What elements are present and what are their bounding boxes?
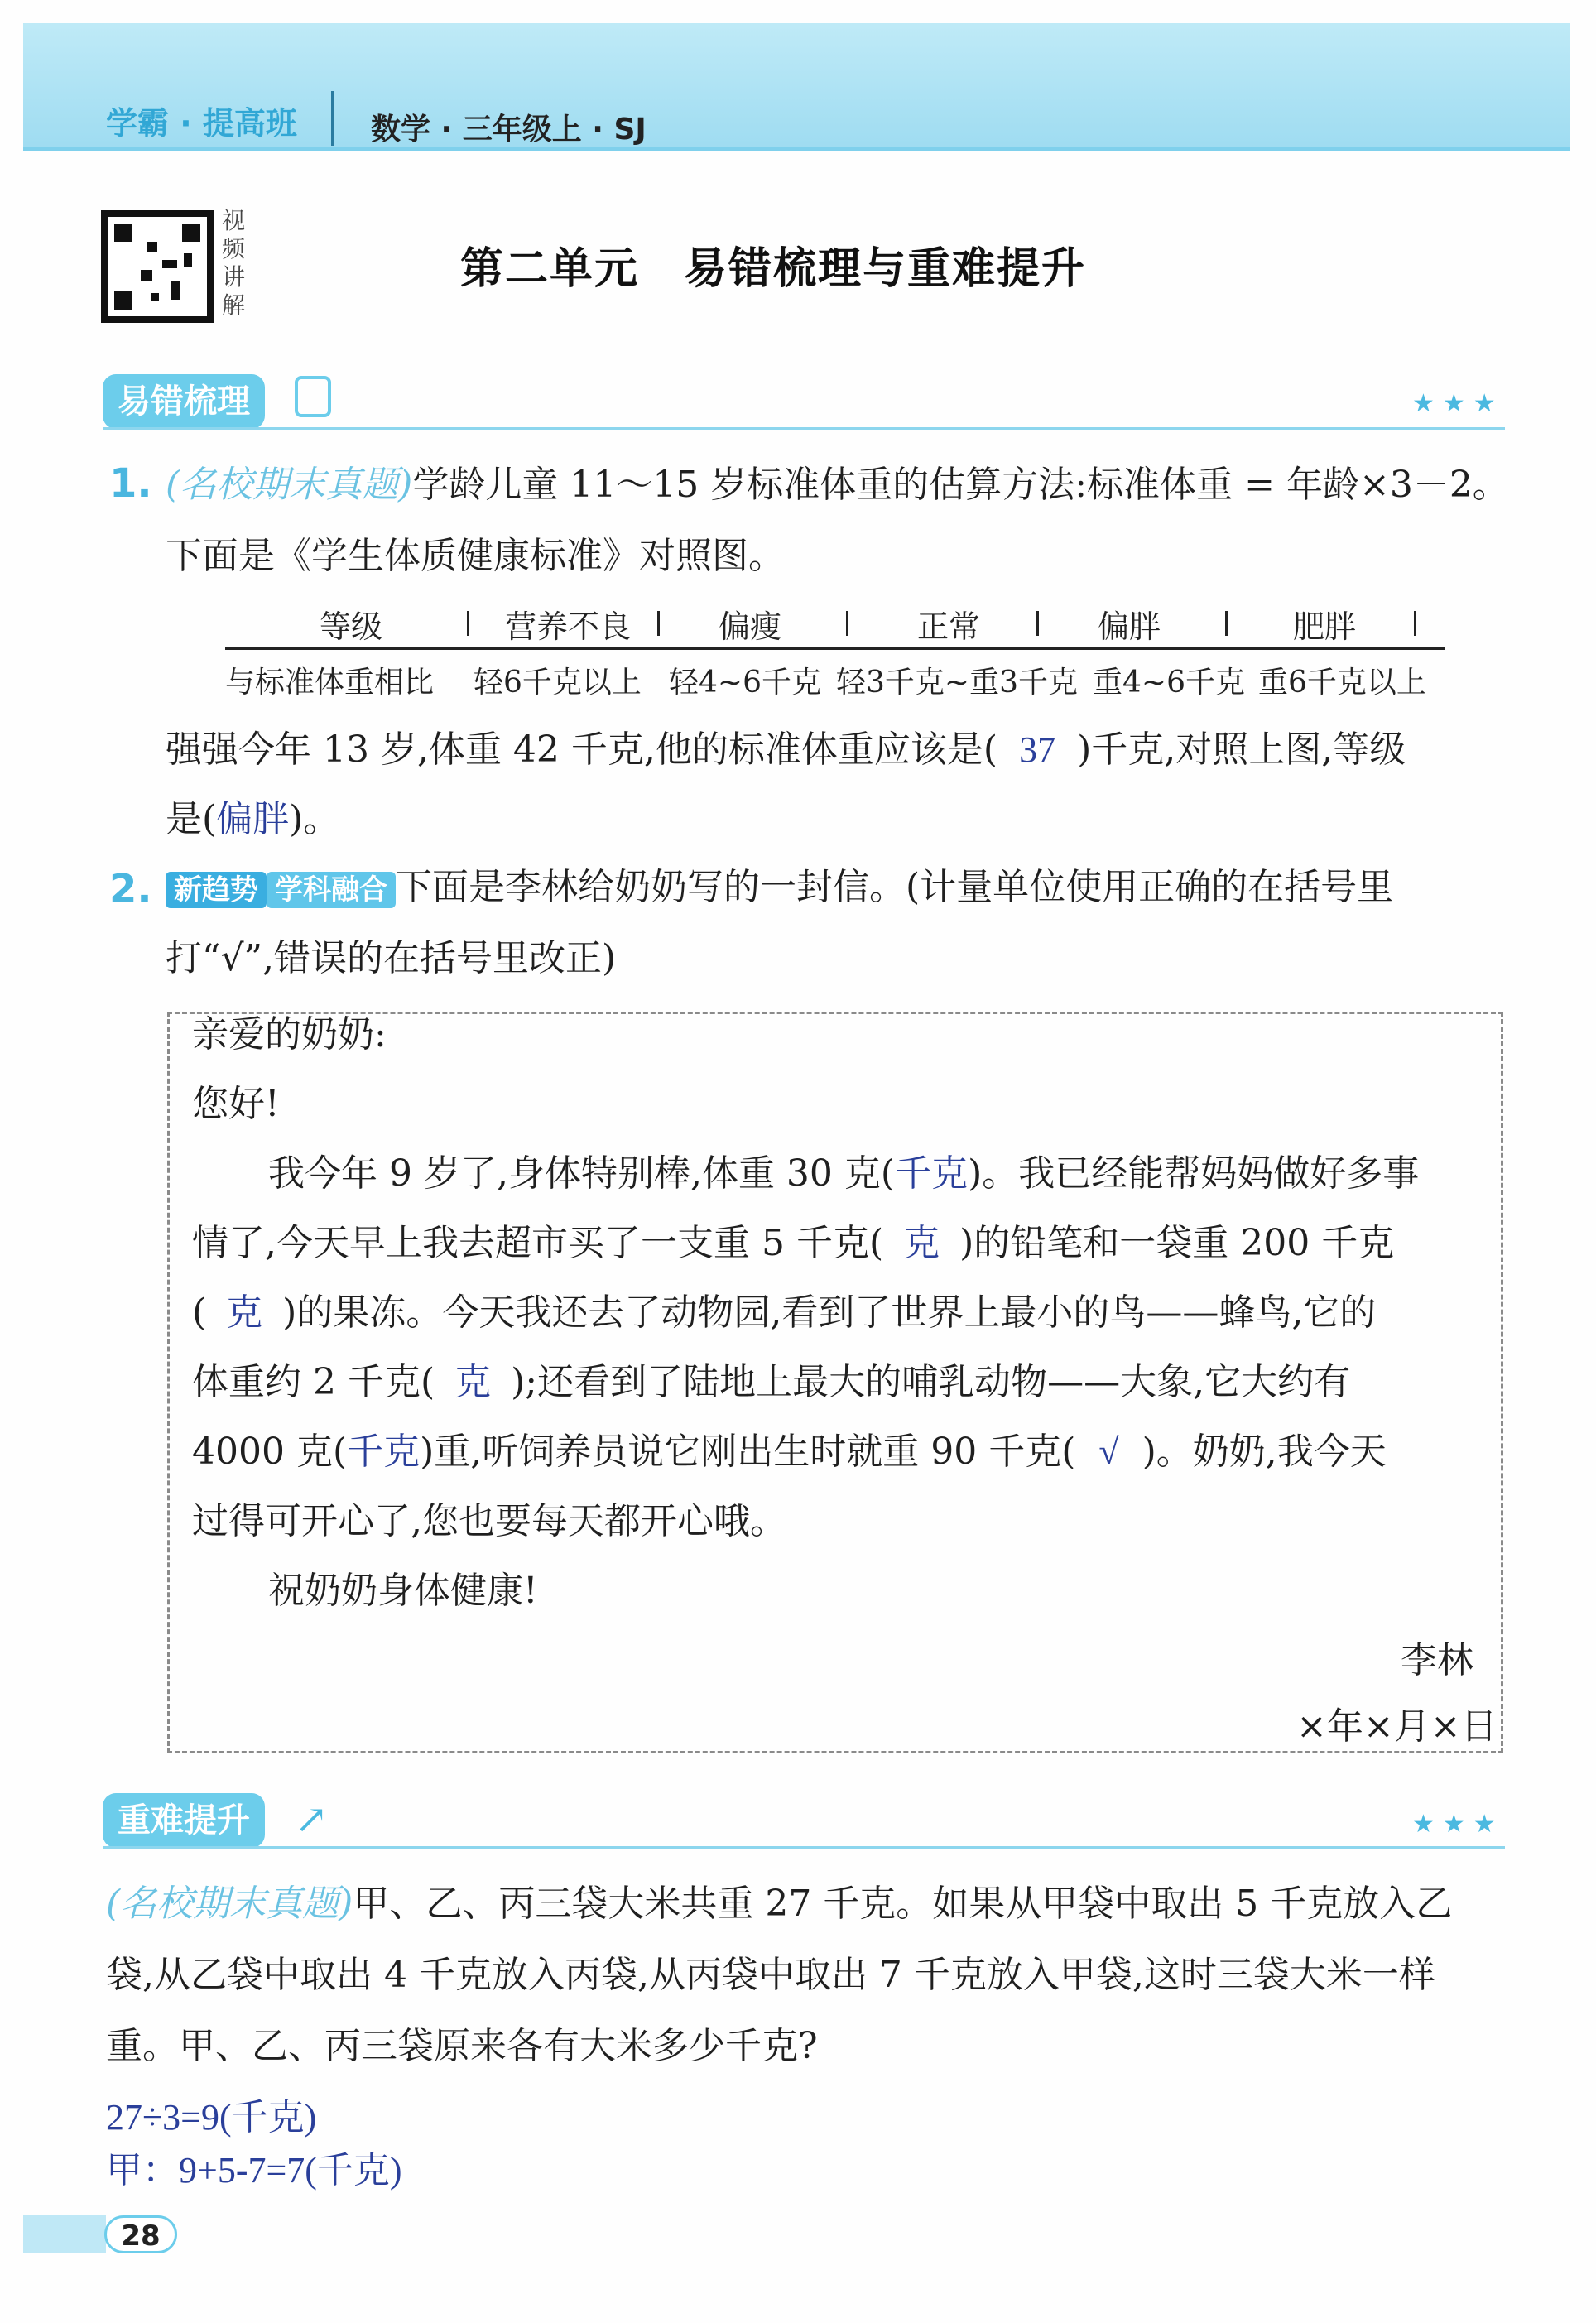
letter-answer: 千克 bbox=[895, 1153, 969, 1194]
range-label: 轻6千克以上 bbox=[474, 666, 642, 700]
section-divider bbox=[103, 1846, 1505, 1849]
difficulty-stars: ★★★ bbox=[1412, 389, 1504, 418]
answer-1: 37 bbox=[1019, 729, 1056, 770]
question-2-line-1: 新趋势 学科融合 下面是李林给奶奶写的一封信。(计量单位使用正确的在括号里 bbox=[166, 863, 1393, 915]
question-1-line-3: 强强今年 13 岁,体重 42 千克,他的标准体重应该是( 37 )千克,对照上图,等级 bbox=[166, 729, 1406, 771]
range-label: 重4~6千克 bbox=[1093, 666, 1245, 700]
page-number-bar bbox=[23, 2215, 106, 2253]
level-label: 营养不良 bbox=[505, 608, 632, 645]
range-label: 轻4~6千克 bbox=[669, 666, 821, 700]
section-divider bbox=[103, 427, 1505, 430]
page-number: 28 bbox=[104, 2215, 177, 2253]
range-label: 轻3千克~重3千克 bbox=[836, 666, 1078, 700]
unit-title: 第二单元 易错梳理与重难提升 bbox=[460, 244, 1087, 294]
section-title-errors: 易错梳理 bbox=[103, 374, 265, 429]
letter-line: 我今年 9 岁了,身体特别棒,体重 30 克(千克)。我已经能帮妈妈做好多事 bbox=[268, 1152, 1420, 1195]
letter-greeting: 亲爱的奶奶: bbox=[192, 1013, 387, 1056]
question-2-line-2: 打“√”,错误的在括号里改正) bbox=[166, 937, 617, 979]
question-1-line-1: (名校期末真题)学龄儿童 11～15 岁标准体重的估算方法:标准体重 = 年龄×3－2。 bbox=[166, 464, 1509, 506]
letter-signature: 李林 bbox=[1401, 1639, 1473, 1681]
chart-tick bbox=[467, 611, 469, 636]
badge-interdisciplinary: 学科融合 bbox=[267, 872, 396, 908]
level-label: 等级 bbox=[320, 608, 383, 645]
trend-arrow-icon: ↗ bbox=[295, 1796, 329, 1843]
letter-date: ×年×月×日 bbox=[1296, 1705, 1497, 1748]
qr-code-icon[interactable] bbox=[101, 210, 214, 323]
letter-answer: 克 bbox=[903, 1223, 940, 1263]
chart-tick bbox=[1225, 611, 1228, 636]
qr-label: 视 频 讲 解 bbox=[222, 207, 246, 319]
letter-line: 体重约 2 千克( 克 );还看到了陆地上最大的哺乳动物——大象,它大约有 bbox=[192, 1361, 1351, 1403]
question-number: 1. bbox=[109, 460, 152, 507]
answer-2: 偏胖 bbox=[216, 799, 290, 839]
solution-line: 甲：9+5-7=7(千克) bbox=[106, 2150, 402, 2191]
arrow-icon bbox=[331, 91, 334, 146]
difficulty-stars: ★★★ bbox=[1412, 1810, 1504, 1839]
chart-tick bbox=[1036, 611, 1039, 636]
level-label: 偏瘦 bbox=[719, 608, 782, 645]
question-number: 2. bbox=[109, 866, 152, 912]
badge-new-trend: 新趋势 bbox=[166, 872, 267, 908]
subject-label: 数学 · 三年级上 · SJ bbox=[371, 113, 647, 147]
chart-tick bbox=[846, 611, 848, 636]
chart-tick bbox=[657, 611, 660, 636]
question-3-line-1: (名校期末真题)甲、乙、丙三袋大米共重 27 千克。如果从甲袋中取出 5 千克放入乙 bbox=[106, 1883, 1453, 1925]
range-label: 与标准体重相比 bbox=[225, 666, 435, 700]
letter-answer: √ bbox=[1098, 1431, 1119, 1472]
book-icon bbox=[295, 376, 331, 417]
chart-axis bbox=[225, 647, 1445, 650]
question-3-line-3: 重。甲、乙、丙三袋原来各有大米多少千克? bbox=[106, 2025, 818, 2067]
letter-answer: 千克 bbox=[347, 1431, 421, 1472]
letter-line: 过得可开心了,您也要每天都开心哦。 bbox=[192, 1500, 786, 1542]
letter-line: ( 克 )的果冻。今天我还去了动物园,看到了世界上最小的鸟——蜂鸟,它的 bbox=[192, 1291, 1377, 1334]
question-3-line-2: 袋,从乙袋中取出 4 千克放入丙袋,从丙袋中取出 7 千克放入甲袋,这时三袋大米一样 bbox=[106, 1954, 1435, 1996]
letter-line: 情了,今天早上我去超市买了一支重 5 千克( 克 )的铅笔和一袋重 200 千克 bbox=[192, 1222, 1395, 1264]
question-1-line-2: 下面是《学生体质健康标准》对照图。 bbox=[166, 535, 785, 577]
letter-answer: 克 bbox=[226, 1292, 263, 1333]
level-label: 正常 bbox=[917, 608, 981, 645]
level-label: 肥胖 bbox=[1293, 608, 1357, 645]
level-label: 偏胖 bbox=[1098, 608, 1161, 645]
letter-hello: 您好! bbox=[192, 1083, 280, 1125]
section-title-advanced: 重难提升 bbox=[103, 1793, 265, 1848]
question-1-line-4: 是(偏胖)。 bbox=[166, 798, 340, 840]
range-label: 重6千克以上 bbox=[1258, 666, 1426, 700]
letter-answer: 克 bbox=[454, 1362, 492, 1402]
letter-line: 4000 克(千克)重,听饲养员说它刚出生时就重 90 千克( √ )。奶奶,我今天 bbox=[192, 1431, 1387, 1473]
letter-closing: 祝奶奶身体健康! bbox=[268, 1570, 538, 1612]
chart-tick bbox=[1414, 611, 1416, 636]
solution-line: 27÷3=9(千克) bbox=[106, 2097, 317, 2138]
brand-title: 学霸 · 提高班 bbox=[106, 105, 297, 142]
